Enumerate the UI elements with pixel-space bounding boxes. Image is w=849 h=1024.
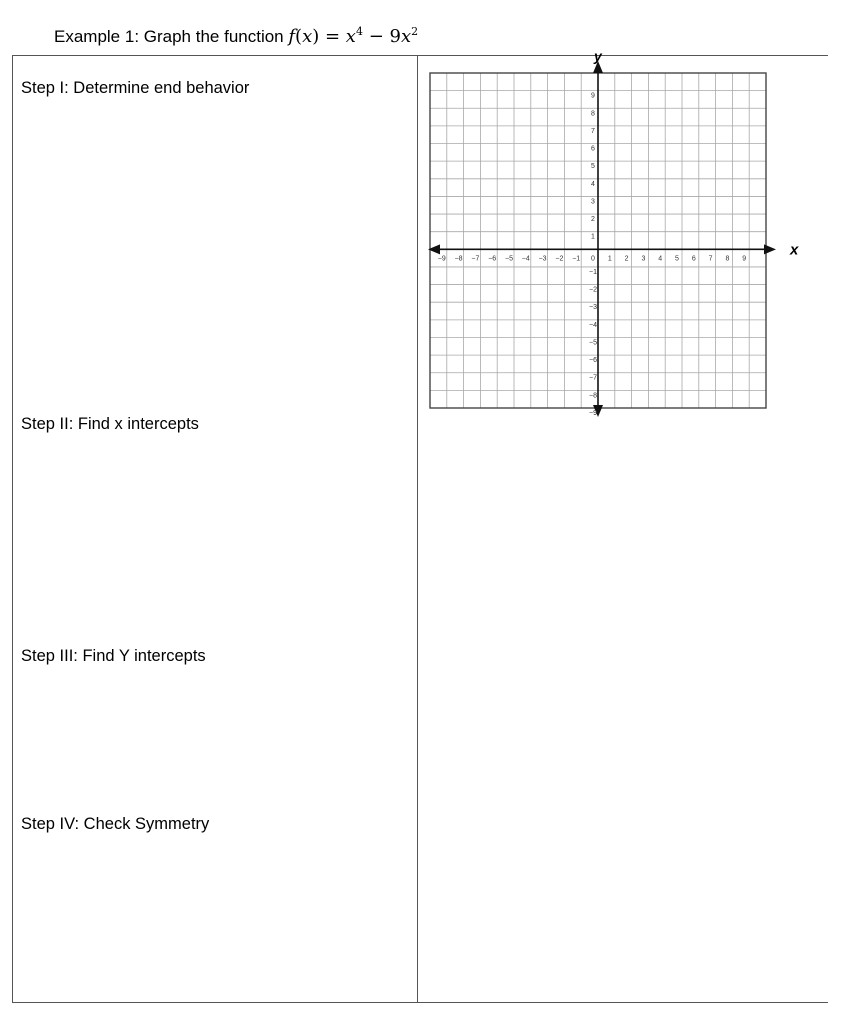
y-tick-label: 4 [591,180,595,188]
y-tick-label: −3 [589,304,597,312]
x-tick-label: 1 [607,255,612,263]
x-tick-label: 3 [641,255,646,263]
x-tick-label: 2 [624,255,629,263]
y-tick-label: −6 [589,357,597,365]
step-1-label: Step I: Determine end behavior [21,79,250,97]
step-4-label: Step IV: Check Symmetry [21,815,210,833]
step-2-label: Step II: Find x intercepts [21,415,199,433]
x-tick-label: 6 [691,255,696,263]
x-tick-label: 8 [725,255,730,263]
x-tick-label: −8 [454,255,463,263]
x-tick-label: −5 [505,255,513,263]
y-tick-label: −5 [589,339,597,347]
x-axis-label: x [790,241,799,259]
x-tick-label: −7 [471,255,480,263]
example-prefix: Example 1: Graph the function [54,27,284,46]
x-tick-label: −1 [572,255,581,263]
y-tick-label: −2 [589,286,597,294]
y-tick-label: 1 [591,233,595,241]
y-tick-label: 7 [591,127,595,135]
function-expression: $f(x) = x^4 - 9x^2$ [288,25,419,47]
x-tick-label: 4 [658,255,663,263]
y-tick-label: 2 [591,216,595,224]
x-tick-label: −9 [437,255,446,263]
x-tick-label: −2 [555,255,564,263]
table-bottom-border [12,1002,828,1003]
x-tick-label: 5 [675,255,679,263]
y-tick-label: −9 [589,410,597,417]
example-title [54,18,418,51]
table-column-divider [417,55,418,1003]
y-tick-label: −4 [589,321,597,329]
y-tick-label: 6 [591,145,595,153]
y-tick-label: 9 [591,92,595,100]
x-tick-label: −4 [521,255,530,263]
x-tick-label: 0 [591,255,595,263]
y-tick-label: −7 [589,374,597,382]
x-axis-right-arrow [764,244,776,254]
table-left-border [12,55,13,1003]
x-tick-label: −3 [538,255,547,263]
y-tick-label: −1 [589,268,597,276]
y-axis-label: y [594,50,602,64]
coordinate-grid [420,50,800,420]
x-tick-label: −6 [488,255,497,263]
y-tick-label: −8 [589,392,597,400]
y-tick-label: 8 [591,110,595,118]
x-tick-label: 9 [742,255,747,263]
x-tick-label: 7 [708,255,713,263]
y-tick-label: 5 [591,163,595,171]
y-tick-label: 3 [591,198,595,206]
step-3-label: Step III: Find Y intercepts [21,647,206,665]
